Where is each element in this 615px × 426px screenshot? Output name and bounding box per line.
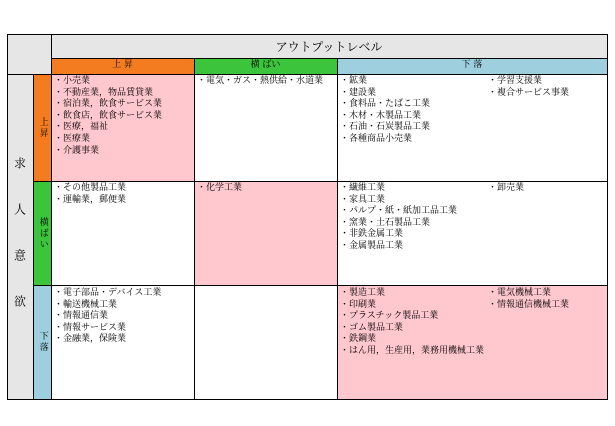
cell-down-down-right: [488, 288, 569, 311]
output-level-title: アウトプットレベル: [275, 39, 383, 54]
list-item: ・プラスチック製品工業: [340, 311, 439, 322]
list-item: ・製造工業: [340, 288, 386, 298]
list-item: ・窯業・土石製品工業: [340, 217, 431, 228]
list-item: ・電気・ガス・熱供給・水道業: [197, 76, 324, 86]
list-item: ・医療業: [54, 133, 91, 144]
cell-down-down-left: [340, 288, 484, 358]
list-item: ・化学工業: [197, 183, 243, 193]
list-item: ・家具工業: [340, 194, 386, 205]
list-item: ・電子部品・デバイス工業: [54, 288, 162, 298]
list-item: ・各種商品小売業: [340, 133, 413, 144]
list-item: ・木材・木製品工業: [340, 110, 422, 121]
cell-flat-down-left: [340, 183, 457, 253]
list-item: ・金融業，保険業: [54, 334, 127, 345]
list-item: ・印刷業: [340, 299, 377, 310]
corner-cell: [7, 34, 51, 74]
list-item: ・繊維工業: [340, 183, 386, 193]
col-header-flat: [194, 58, 337, 74]
row-group-title: 求 人 意 欲: [12, 156, 27, 317]
cell-flat-down-right: [488, 183, 524, 195]
list-item: ・情報通信業: [54, 311, 109, 322]
grid-line: [51, 34, 52, 400]
list-item: ・電気機械工業: [488, 288, 552, 298]
list-item: ・非鉄金属工業: [340, 229, 404, 240]
list-item: ・鉱業: [340, 76, 368, 86]
grid-line: [7, 74, 608, 75]
list-item: ・学習支援業: [488, 76, 543, 86]
grid-line: [33, 181, 608, 182]
output-level-title-wrap: [51, 34, 607, 58]
col-header-up-label: 上 昇: [112, 60, 133, 71]
list-item: ・金属製品工業: [340, 240, 404, 251]
grid-line: [607, 34, 608, 400]
list-item: ・卸売業: [488, 183, 525, 193]
list-item: ・医療，福祉: [54, 122, 109, 133]
list-item: ・情報通信機械工業: [488, 299, 570, 310]
col-header-down: [337, 58, 607, 74]
list-item: ・その他製品工業: [54, 183, 127, 193]
row-header-flat-label: 横ばい: [37, 216, 48, 250]
list-item: ・石油・石炭製品工業: [340, 122, 431, 133]
cell-up-down-right: [488, 76, 569, 99]
grid-line: [51, 58, 608, 59]
col-header-up: [51, 58, 194, 74]
list-item: ・宿泊業，飲食サービス業: [54, 99, 163, 110]
cell-up-flat: [197, 76, 323, 88]
list-item: ・建設業: [340, 87, 377, 98]
cell-flat-flat-bg: [194, 181, 337, 285]
col-header-down-label: 下 落: [461, 60, 483, 71]
cell-up-up: [54, 76, 162, 157]
list-item: ・食料品・たばこ工業: [340, 99, 431, 110]
grid-line: [33, 74, 34, 400]
list-item: ・介護事業: [54, 145, 100, 156]
grid-line: [337, 58, 338, 400]
list-item: ・パルプ・紙・紙加工品工業: [340, 206, 458, 217]
list-item: ・飲食店，飲食サービス業: [54, 110, 163, 121]
row-header-up-label: 上昇: [37, 116, 48, 139]
grid-line: [7, 34, 8, 400]
row-header-up: [33, 74, 51, 181]
grid-line: [7, 34, 608, 35]
list-item: ・鉄鋼業: [340, 334, 377, 345]
grid-line: [7, 399, 608, 400]
col-header-flat-label: 横 ばい: [250, 60, 281, 71]
row-header-down: [33, 285, 51, 399]
cell-flat-flat: [197, 183, 242, 195]
row-header-flat: [33, 181, 51, 285]
row-header-down-label: 下落: [37, 331, 48, 353]
cell-flat-up: [54, 183, 126, 206]
list-item: ・小売業: [54, 76, 91, 86]
grid-line: [33, 285, 608, 286]
cell-up-down-left: [340, 76, 430, 146]
list-item: ・不動産業，物品賃貸業: [54, 87, 154, 98]
list-item: ・輸送機械工業: [54, 299, 118, 310]
list-item: ・情報サービス業: [54, 322, 127, 333]
row-group-title-wrap: [7, 74, 33, 399]
grid-line: [194, 58, 195, 400]
list-item: ・はん用，生産用，業務用機械工業: [340, 345, 485, 356]
list-item: ・運輸業，郵便業: [54, 194, 127, 205]
cell-down-up: [54, 288, 161, 346]
list-item: ・複合サービス事業: [488, 87, 570, 98]
list-item: ・ゴム製品工業: [340, 322, 404, 333]
